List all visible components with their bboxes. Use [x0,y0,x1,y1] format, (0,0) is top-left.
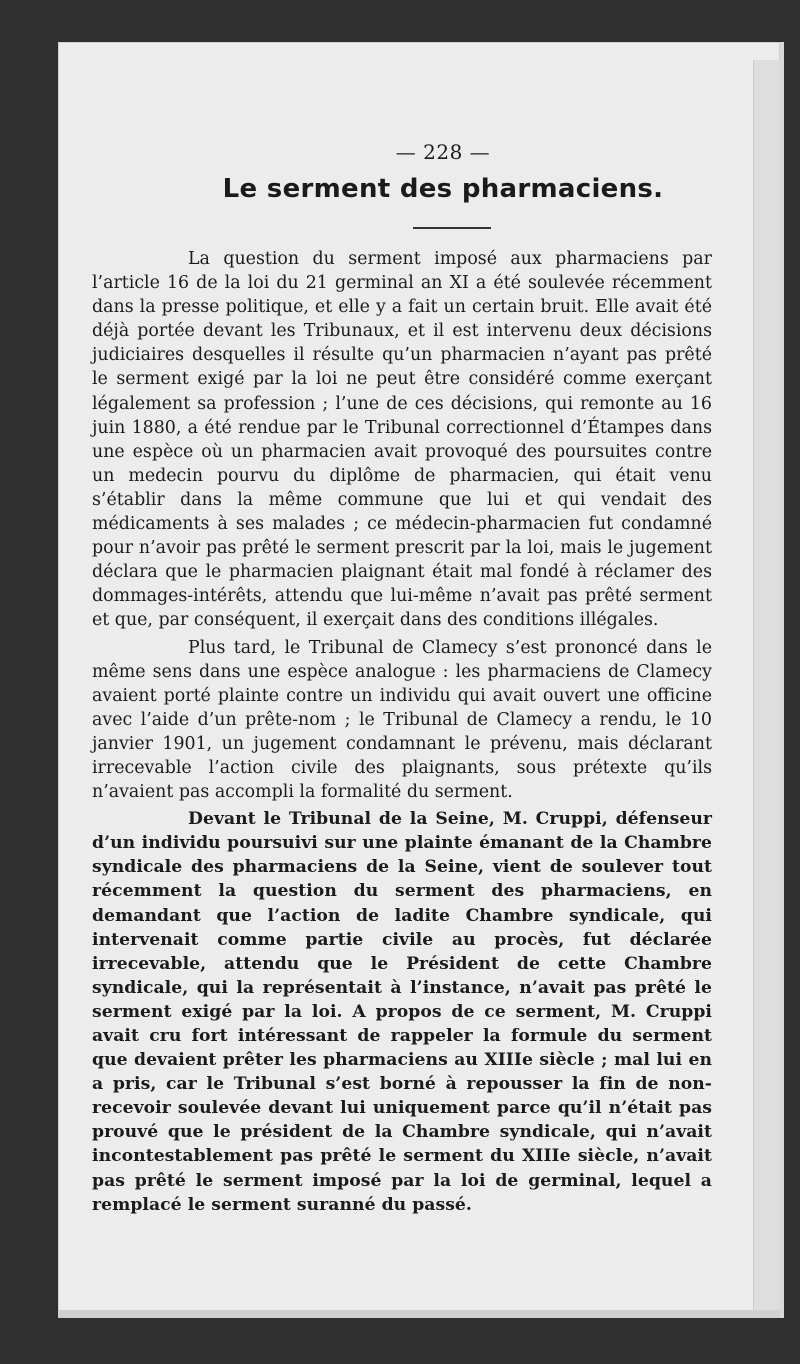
page-number: — 228 — [395,140,491,164]
page-title: Le serment des pharmaciens. [222,174,664,204]
page-edge [753,60,780,1315]
paragraph-2: Plus tard, le Tribunal de Clamecy s’est prononcé dans le même sens dans une espèce analogue : les pharmaciens de Clamecy avaient porté plainte contre un individu qui avait ouvert une officine avec l’aide d’un prête-nom ; le Tribunal de Clamecy a rendu, le 10 janvier 1901, un jugement condamnant le prévenu, mais déclarant irrecevable l’action civile des plaignants, sous prétexte qu’ils n’avaient pas accompli la formalité du serment. [92,637,712,803]
paragraph-3: Devant le Tribunal de la Seine, M. Cruppi, défenseur d’un individu poursuivi sur une plainte émanant de la Chambre syndicale des pharmaciens de la Seine, vient de soulever tout récemment la question du serment des pharmaciens, en demandant que l’action de ladite Chambre syndicale, qui intervenait comme partie civile au procès, fut déclarée irrecevable, attendu que le Président de cette Chambre syndicale, qui la représentait à l’instance, n’avait pas prêté le serment exigé par la loi. A propos de ce serment, M. Cruppi avait cru fort intéressant de rappeler la formule du serment que devaient prêter les pharmaciens au XIIIe siècle ; mal lui en a pris, car le Tribunal s’est borné à repousser la fin de non-recevoir soulevée devant lui uniquement parce qu’il n’était pas prouvé que le président de la Chambre syndicale, qui n’avait incontestablement pas prêté le serment du XIIIe siècle, n’avait pas prêté le serment imposé par la loi de germinal, lequel a remplacé le serment suranné du passé. [92,809,712,1215]
page-bottom-edge [58,1310,780,1318]
page-text-block [92,135,712,1217]
title-rule [413,227,491,229]
paragraph-1: La question du serment imposé aux pharmaciens par l’article 16 de la loi du 21 germinal an XI a été soulevée récemment dans la presse politique, et elle y a fait un certain bruit. Elle avait été déjà portée devant les Tribunaux, et il est intervenu deux décisions judiciaires desquelles il résulte qu’un pharmacien n’ayant pas prêté le serment exigé par la loi ne peut être considéré comme exerçant légalement sa profession ; l’une de ces décisions, qui remonte au 16 juin 1880, a été rendue par le Tribunal correctionnel d’Étampes dans une espèce où un pharmacien avait provoqué des poursuites contre un medecin pourvu du diplôme de pharmacien, qui était venu s’établir dans la même commune que lui et qui vendait des médicaments à ses malades ; ce médecin-pharmacien fut condamné pour n’avoir pas prêté le serment prescrit par la loi, mais le jugement déclara que le pharmacien plaignant était mal fondé à réclamer des dommages-intérêts, attendu que lui-même n’avait pas prêté serment et que, par conséquent, il exerçait dans des conditions illégales. [92,249,712,631]
